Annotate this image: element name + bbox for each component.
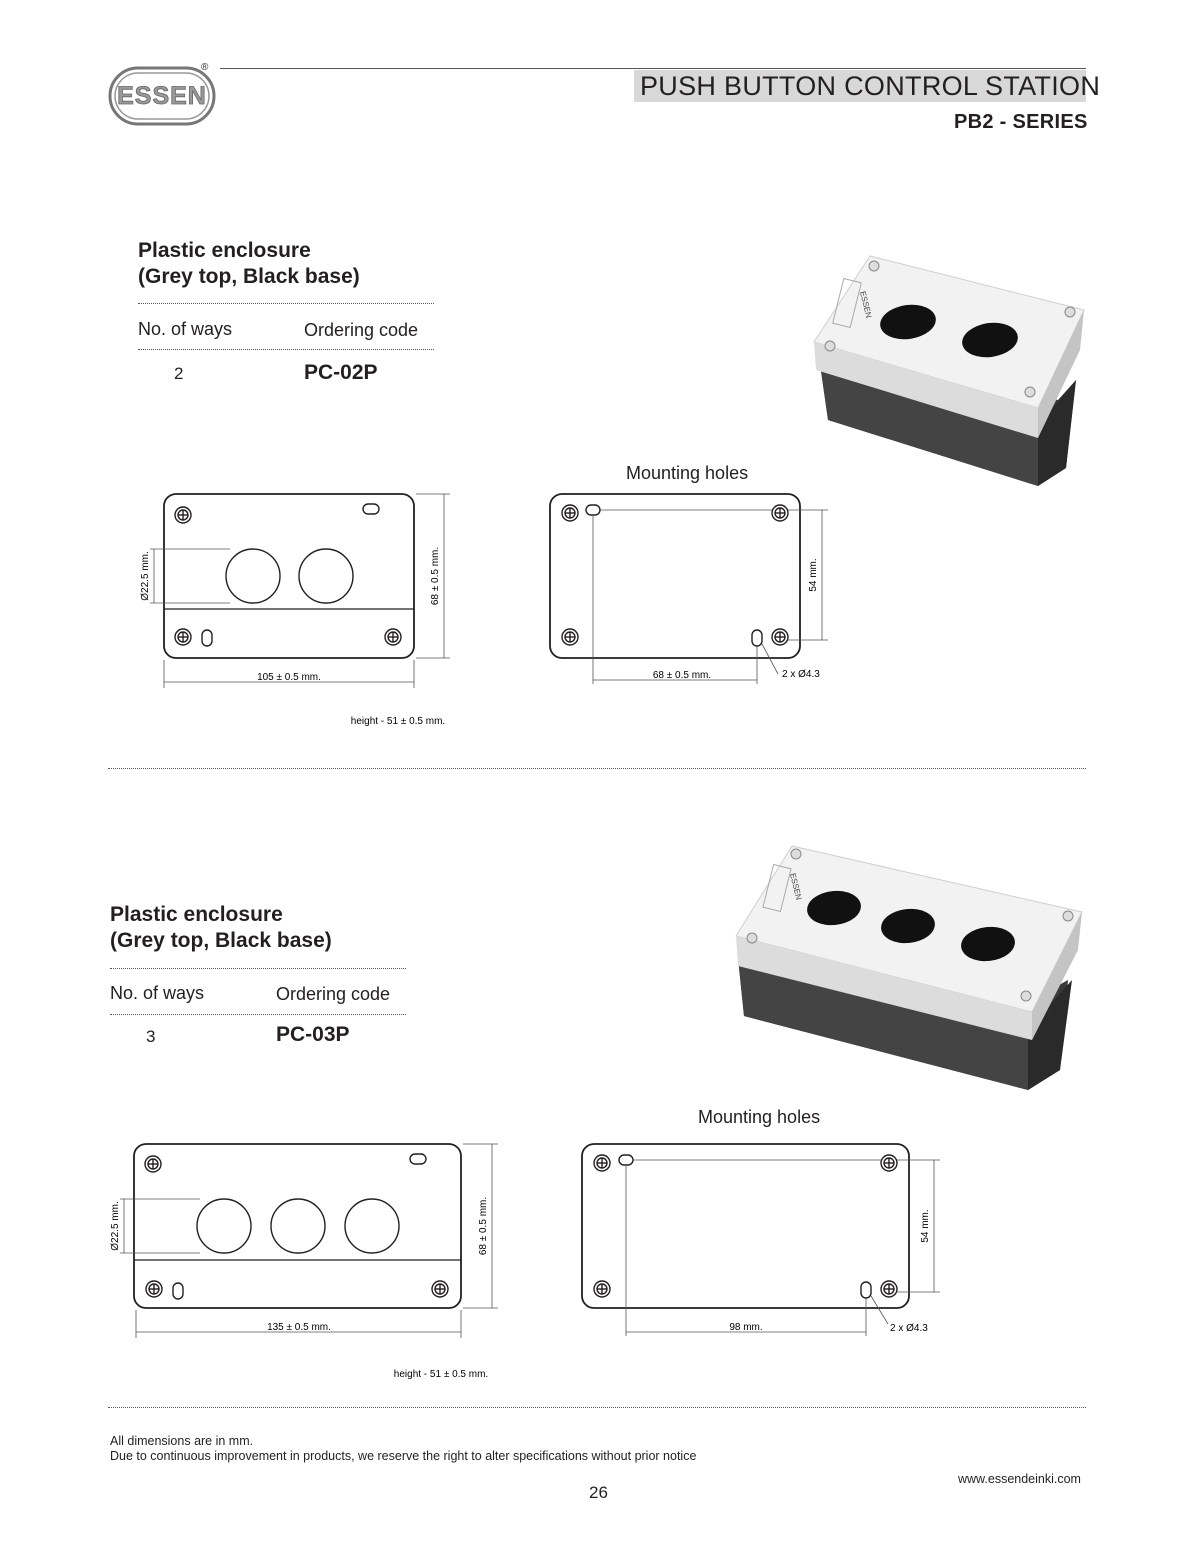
ways-value: 3 — [146, 1027, 156, 1046]
section-divider — [108, 1407, 1086, 1408]
divider — [110, 1014, 406, 1015]
mounting-title: Mounting holes — [626, 463, 749, 483]
svg-text:68 ± 0.5 mm.: 68 ± 0.5 mm. — [652, 670, 712, 681]
section-title — [138, 238, 360, 290]
svg-text:height - 51 ± 0.5 mm.: height - 51 ± 0.5 mm. — [350, 716, 446, 727]
svg-text:68 ± 0.5 mm.: 68 ± 0.5 mm. — [478, 1196, 489, 1256]
divider — [110, 968, 406, 969]
svg-text:Ø22.5 mm.: Ø22.5 mm. — [110, 1201, 121, 1251]
product-image-3way — [732, 840, 1088, 1094]
product-image-2way — [808, 250, 1092, 490]
ways-header: No. of ways — [138, 319, 233, 339]
footer-note-disclaimer: Due to continuous improvement in products, we reserve the right to alter specifications without prior notice — [110, 1449, 697, 1463]
footer-note-dimensions: All dimensions are in mm. — [110, 1434, 254, 1448]
series-label: PB2 - SERIES — [954, 111, 1088, 133]
mounting-title: Mounting holes — [698, 1107, 821, 1127]
svg-text:54 mm.: 54 mm. — [808, 558, 819, 592]
mounting-drawing-2way — [540, 484, 840, 694]
svg-text:2 x Ø4.3: 2 x Ø4.3 — [890, 1323, 928, 1334]
ways-value: 2 — [174, 364, 184, 383]
website-link[interactable]: www.essendeinki.com — [958, 1472, 1081, 1486]
section-title-line2: (Grey top, Black base) — [138, 265, 360, 288]
ordering-code: PC-02P — [304, 361, 378, 384]
front-view-drawing-3way — [100, 1134, 520, 1390]
section-title-line1: Plastic enclosure — [138, 239, 311, 262]
divider — [138, 349, 434, 350]
ordering-code: PC-03P — [276, 1023, 350, 1046]
header-rule — [220, 68, 1086, 69]
svg-text:135 ± 0.5 mm.: 135 ± 0.5 mm. — [267, 1322, 331, 1333]
section-title-line1: Plastic enclosure — [110, 903, 283, 926]
code-header: Ordering code — [276, 984, 391, 1004]
svg-text:height - 51 ± 0.5 mm.: height - 51 ± 0.5 mm. — [393, 1369, 489, 1380]
front-view-drawing-2way — [130, 484, 470, 744]
svg-text:ESSEN: ESSEN — [858, 290, 874, 319]
mounting-drawing-3way — [572, 1134, 952, 1344]
essen-logo — [108, 66, 216, 126]
svg-text:Ø22.5 mm.: Ø22.5 mm. — [140, 551, 151, 601]
svg-text:68 ± 0.5 mm.: 68 ± 0.5 mm. — [430, 546, 441, 606]
svg-text:54 mm.: 54 mm. — [920, 1209, 931, 1243]
svg-text:105 ± 0.5 mm.: 105 ± 0.5 mm. — [257, 672, 321, 683]
divider — [138, 303, 434, 304]
svg-text:ESSEN: ESSEN — [788, 872, 804, 901]
ways-header: No. of ways — [110, 983, 205, 1003]
section-title — [110, 902, 332, 954]
registered-mark: ® — [201, 62, 209, 73]
svg-text:98 mm.: 98 mm. — [729, 1322, 763, 1333]
section-divider — [108, 768, 1086, 769]
section-title-line2: (Grey top, Black base) — [110, 929, 332, 952]
svg-text:ESSEN: ESSEN — [117, 82, 207, 110]
page-title: PUSH BUTTON CONTROL STATION — [640, 71, 1101, 101]
page-number: 26 — [589, 1483, 608, 1502]
code-header: Ordering code — [304, 320, 419, 340]
svg-text:2 x Ø4.3: 2 x Ø4.3 — [782, 669, 820, 680]
